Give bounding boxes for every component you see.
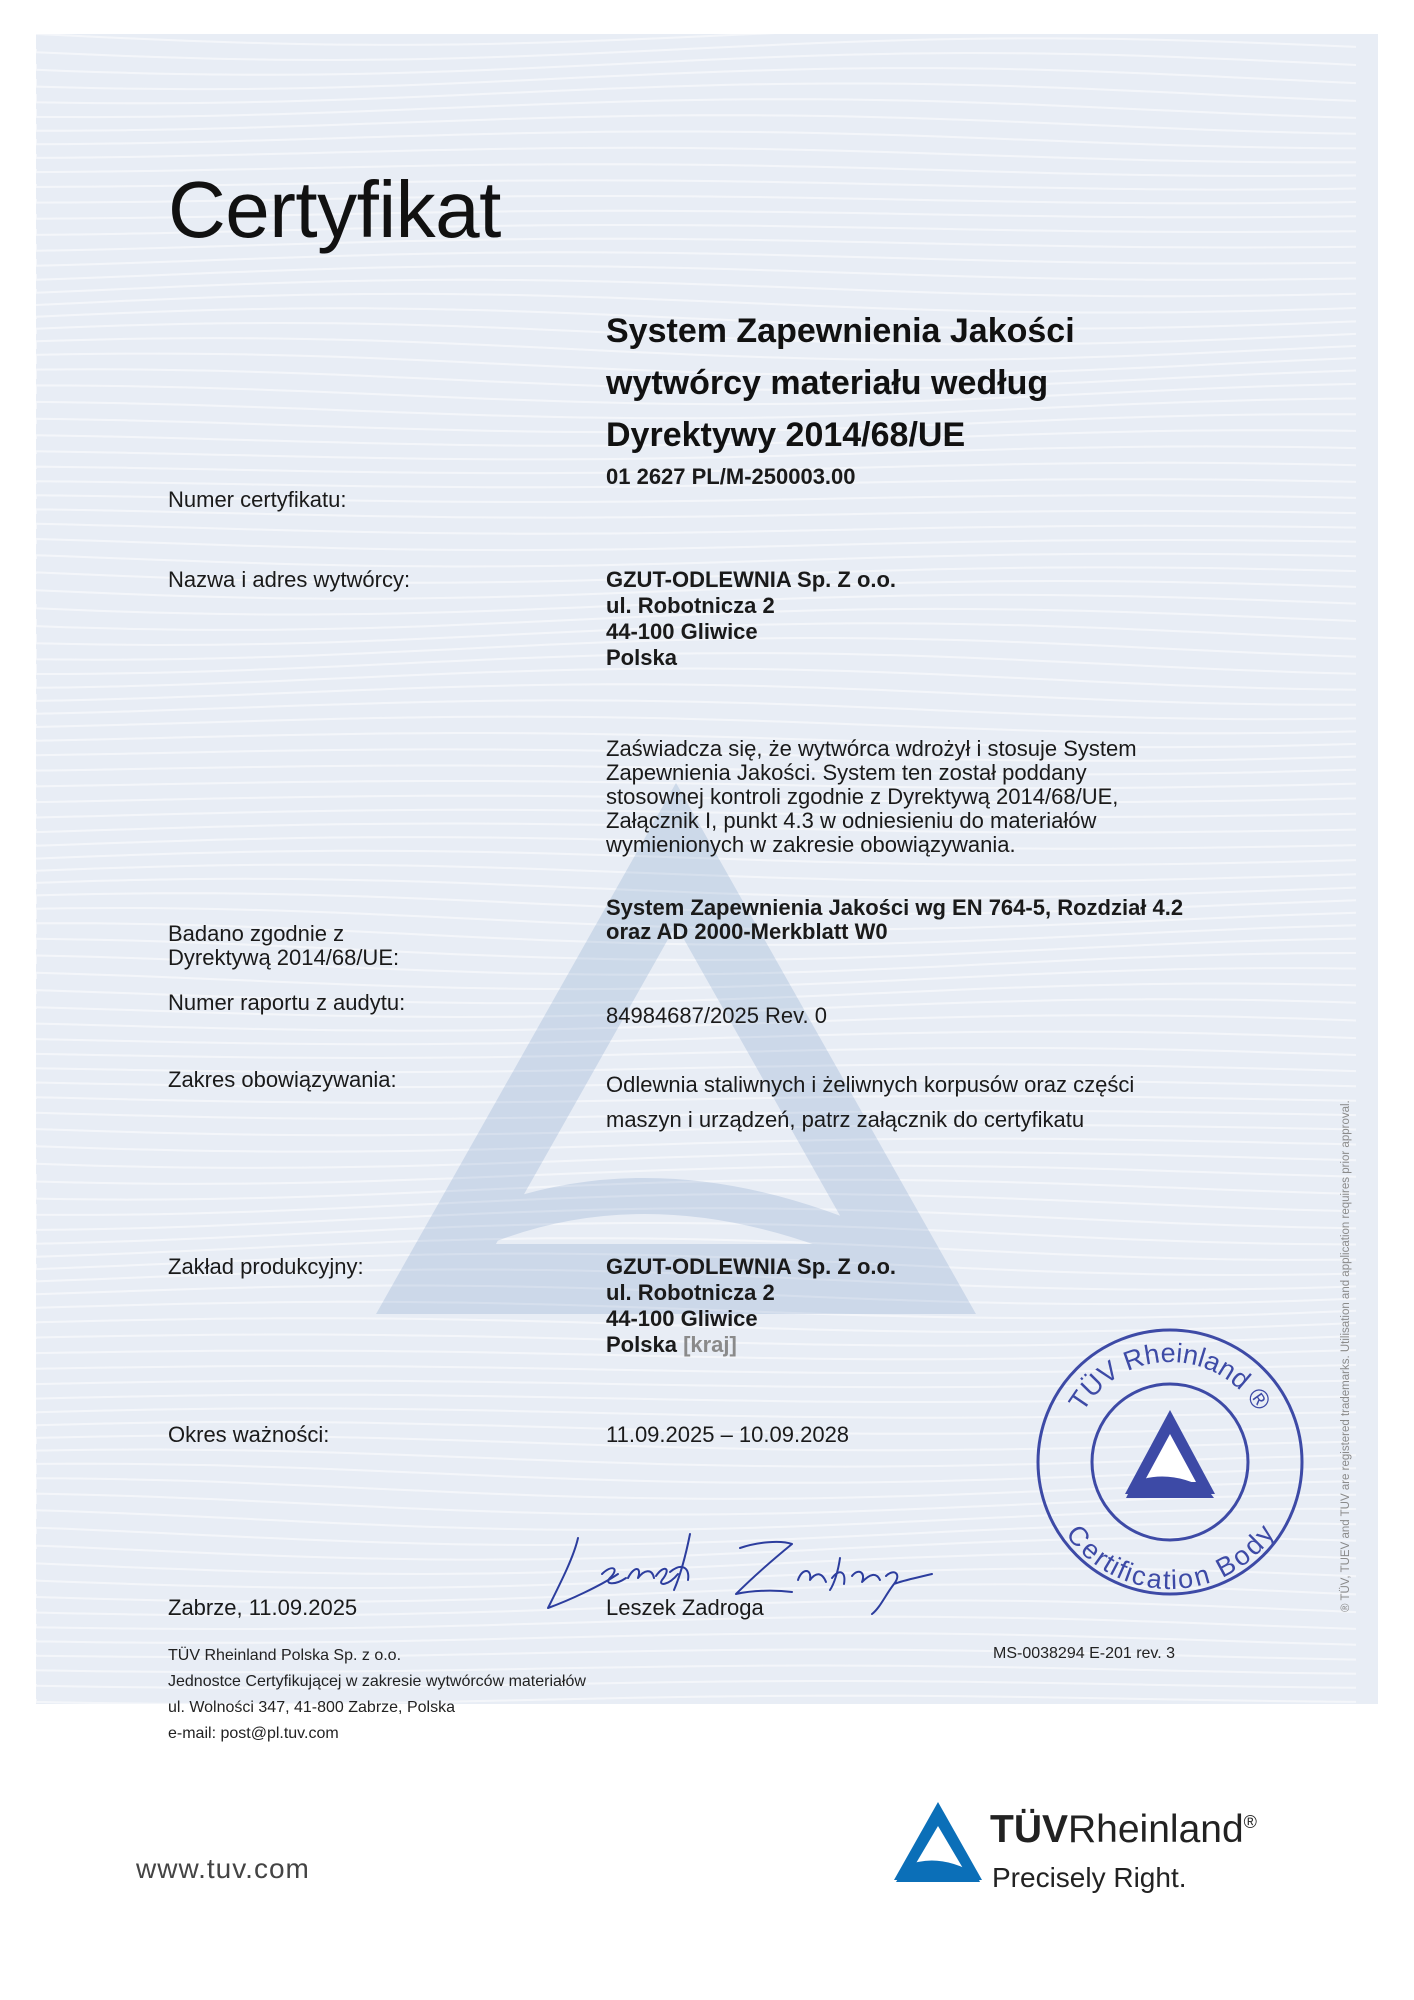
- wave-line: [36, 700, 1356, 719]
- wave-line: [36, 148, 1356, 163]
- audit-report-label: Numer raportu z audytu:: [168, 990, 406, 1015]
- wave-line: [36, 1152, 1356, 1168]
- place-date: Zabrze, 11.09.2025: [168, 1595, 358, 1620]
- plant-label: Zakład produkcyjny:: [168, 1254, 364, 1279]
- wave-line: [36, 539, 1356, 550]
- website-link[interactable]: www.tuv.com: [136, 1853, 310, 1884]
- scope-value: Odlewnia staliwnych i żeliwnych korpusów oraz części maszyn i urządzeń, patrz załącznik do certyfikatu: [606, 1072, 1135, 1132]
- statement-paragraph: Zaświadcza się, że wytwórca wdrożył i stosuje System Zapewnienia Jakości. System ten został poddany stosownej kontroli zgodnie z Dyrektywą 2014/68/UE, Załącznik I, punkt 4.3 w odniesieniu do materiałów wymienionych w zakresie obowiązywania.: [606, 736, 1137, 857]
- seal-triangle-icon: [1125, 1410, 1215, 1498]
- manufacturer-address: GZUT-ODLEWNIA Sp. Z o.o. ul. Robotnicza 2 44-100 Gliwice Polska: [606, 567, 897, 670]
- audit-report-value: 84984687/2025 Rev. 0: [606, 1003, 827, 1028]
- wave-line: [36, 1223, 1356, 1245]
- trademark-note: ® TÜV, TUEV and TUV are registered trademarks. Utilisation and application requires prior approval.: [1340, 1100, 1352, 1612]
- seal-bottom-text: Certification Body: [1060, 1519, 1281, 1596]
- brand-tagline: Precisely Right.: [992, 1862, 1187, 1893]
- plant-address: GZUT-ODLEWNIA Sp. Z o.o. ul. Robotnicza 2 44-100 Gliwice Polska [kraj]: [606, 1254, 897, 1357]
- validity-value: 11.09.2025 – 10.09.2028: [606, 1422, 850, 1447]
- certificate-number-label: Numer certyfikatu:: [168, 487, 347, 512]
- svg-text:Certification Body: [1060, 1519, 1280, 1595]
- country-placeholder: [kraj]: [683, 1332, 737, 1357]
- issuer-block: TÜV Rheinland Polska Sp. z o.o. Jednostce Certyfikującej w zakresie wytwórców materiałów ul. Wolności 347, 41-800 Zabrze, Polska e-mail: post@pl.tuv.com: [168, 1643, 586, 1747]
- certification-seal: [1030, 1322, 1310, 1602]
- wave-line: [36, 280, 1356, 296]
- wave-line: [36, 524, 1356, 534]
- wave-line: [36, 1032, 1356, 1045]
- certificate-heading: System Zapewnienia Jakości wytwórcy materiału według Dyrektywy 2014/68/UE: [606, 312, 1075, 454]
- wave-line: [36, 1139, 1356, 1152]
- certificate-number-value: 01 2627 PL/M-250003.00: [606, 464, 856, 489]
- scope-label: Zakres obowiązywania:: [168, 1067, 397, 1092]
- svg-text:TÜV Rheinland ®: [1063, 1338, 1277, 1416]
- page-title: Certyfikat: [168, 165, 501, 254]
- wave-line: [36, 968, 1356, 989]
- wave-line: [36, 53, 1356, 75]
- document-code: MS-0038294 E-201 rev. 3: [993, 1645, 1176, 1662]
- wave-line: [36, 252, 1356, 265]
- wave-line: [36, 554, 1356, 567]
- seal-top-text: TÜV Rheinland ®: [1062, 1337, 1277, 1416]
- wave-line: [36, 717, 1356, 734]
- manufacturer-label: Nazwa i adres wytwórcy:: [168, 567, 411, 592]
- issuer-email[interactable]: e-mail: post@pl.tuv.com: [168, 1725, 339, 1742]
- signatory-name: Leszek Zadroga: [606, 1595, 764, 1620]
- tested-label: Badano zgodnie z Dyrektywą 2014/68/UE:: [168, 921, 400, 970]
- tested-value: System Zapewnienia Jakości wg EN 764-5, Rozdział 4.2 oraz AD 2000-Merkblatt W0: [606, 895, 1184, 944]
- tuv-logo-icon: [892, 1800, 984, 1884]
- brand-name: TÜVRheinland®: [990, 1808, 1257, 1851]
- wave-line: [36, 1048, 1356, 1058]
- wave-line: [36, 266, 1356, 280]
- wave-line: [36, 669, 1356, 690]
- validity-label: Okres ważności:: [168, 1422, 330, 1447]
- wave-line: [36, 132, 1356, 149]
